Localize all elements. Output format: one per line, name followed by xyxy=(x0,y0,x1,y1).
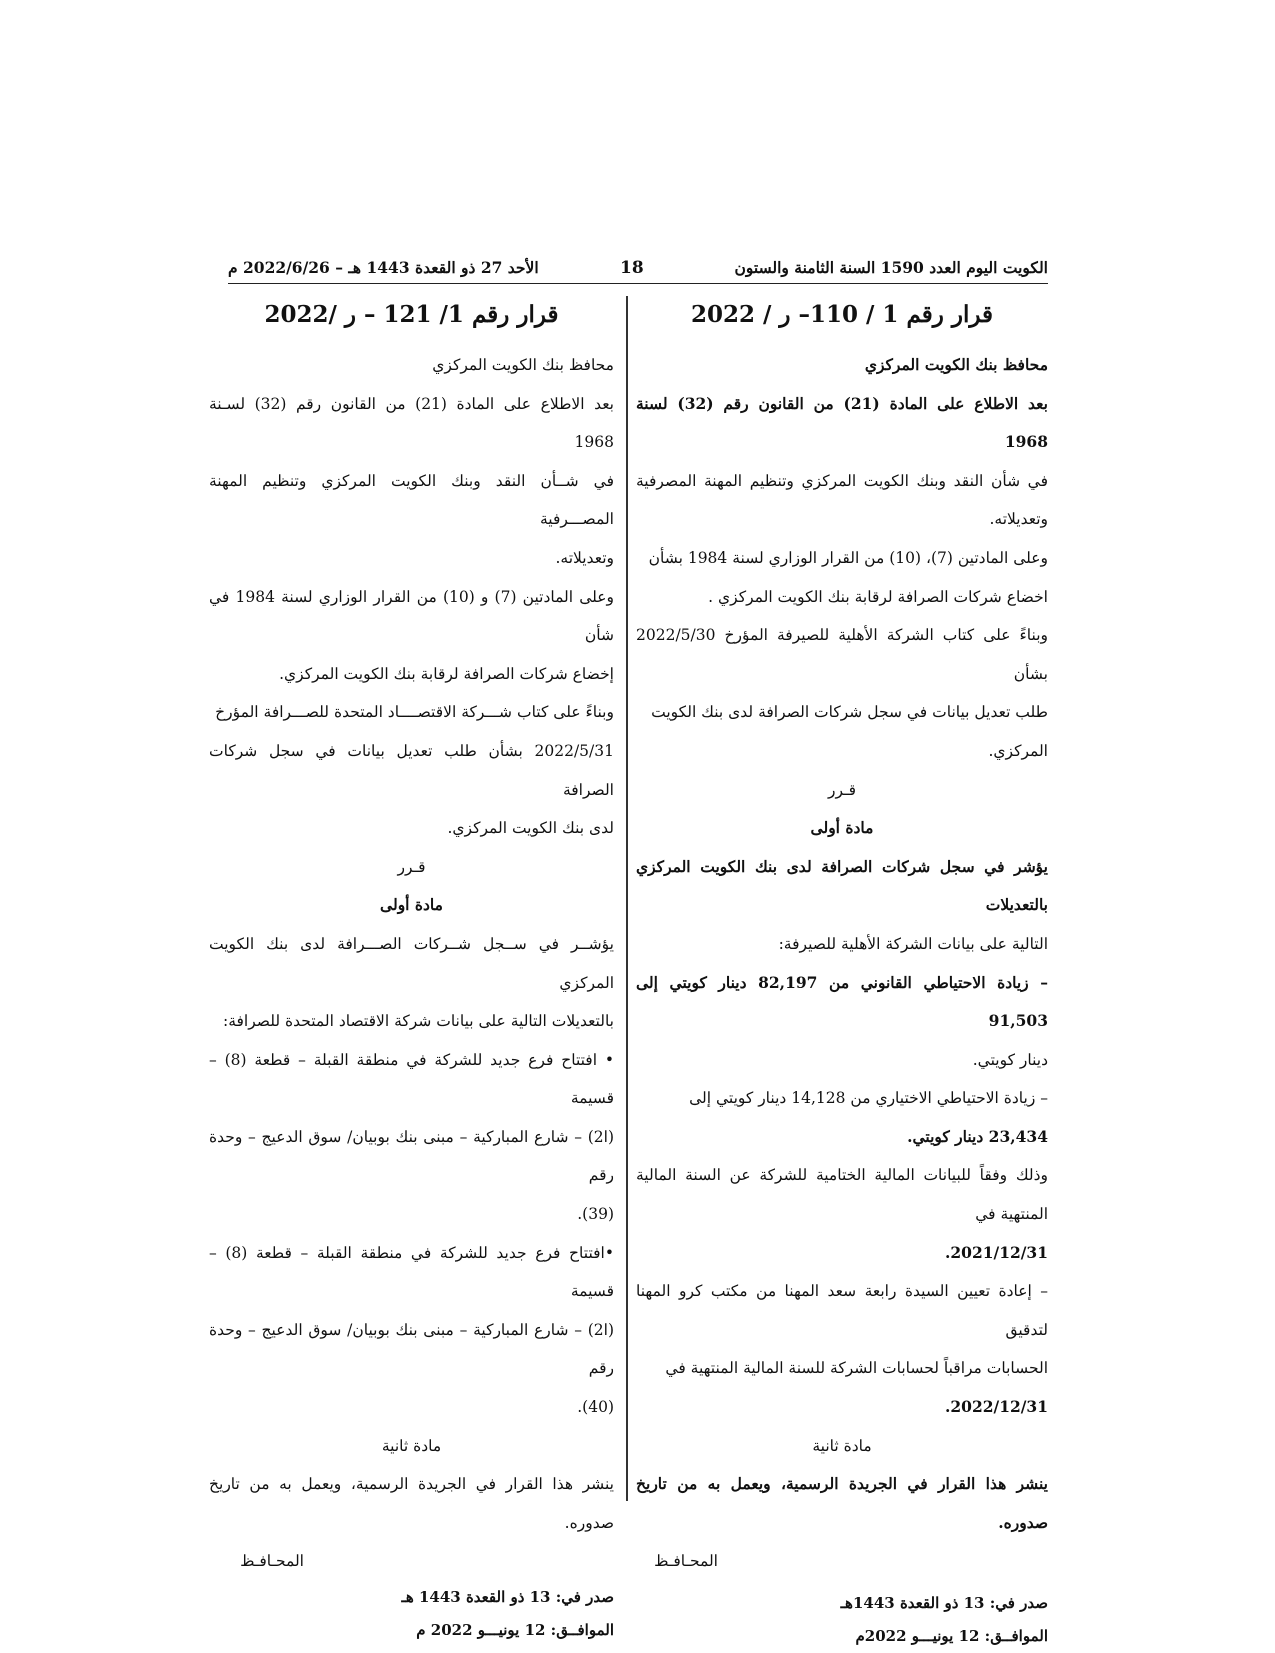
issued-hijri: صدر في: 13 ذو القعدة 1443 هـ xyxy=(401,1588,614,1606)
header-issue: الكويت اليوم العدد 1590 السنة الثامنة والستون xyxy=(734,258,1048,277)
decision-121 xyxy=(209,298,614,1647)
preamble-line: إخضاع شركات الصرافة لرقابة بنك الكويت المركزي. xyxy=(279,664,614,683)
list-item-line: الحسابات مراقباً لحسابات الشركة للسنة المالية المنتهية في xyxy=(665,1359,1048,1378)
issuer: محافظ بنك الكويت المركزي xyxy=(864,355,1048,374)
list-item-line: وذلك وفقاً للبيانات المالية الختامية للشركة عن السنة المالية المنتهية في xyxy=(636,1166,1048,1224)
article-label: مادة ثانية xyxy=(381,1436,442,1455)
article-label: مادة أولى xyxy=(810,818,874,838)
preamble-line: طلب تعديل بيانات في سجل شركات الصرافة لدى بنك الكويت xyxy=(651,703,1048,722)
preamble-line: في شــأن النقد وبنك الكويت المركزي وتنظيم المهنة المصـــرفية xyxy=(209,471,614,529)
decision-label: قـرر xyxy=(828,780,856,799)
preamble-line: المركزي. xyxy=(988,741,1048,760)
preamble-line: اخضاع شركات الصرافة لرقابة بنك الكويت المركزي . xyxy=(708,587,1048,606)
article-line: ينشر هذا القرار في الجريدة الرسمية، ويعمل به من تاريخ صدوره. xyxy=(209,1475,614,1532)
article-line: التالية على بيانات الشركة الأهلية للصيرفة: xyxy=(778,934,1048,953)
list-item-line: دينار كويتي. xyxy=(972,1050,1048,1069)
preamble-line: في شأن النقد وبنك الكويت المركزي وتنظيم المهنة المصرفية وتعديلاته. xyxy=(636,471,1048,529)
article-line: بالتعديلات التالية على بيانات شركة الاقتصاد المتحدة للصرافة: xyxy=(222,1012,614,1031)
list-item-line: – زيادة الاحتياطي القانوني من 82,197 دينار كويتي إلى 91,503 xyxy=(636,972,1048,1031)
preamble-line: بعد الاطلاع على المادة (21) من القانون رقم (32) لسنة 1968 xyxy=(636,393,1048,452)
preamble-line: بعد الاطلاع على المادة (21) من القانون رقم (32) لسـنة 1968 xyxy=(209,394,614,452)
list-item-line: •افتتاح فرع جديد للشركة في منطقة القبلة – قطعة (8) – قسيمة xyxy=(209,1243,614,1301)
page-header xyxy=(228,258,1048,284)
article-label: مادة ثانية xyxy=(812,1436,872,1455)
list-item-line: 23,434 دينار كويتي. xyxy=(907,1126,1048,1146)
preamble-line: وبناءً على كتاب الشركة الأهلية للصيرفة المؤرخ 2022/5/30 بشأن xyxy=(636,626,1048,683)
issued-hijri: صدر في: 13 ذو القعدة 1443هـ xyxy=(840,1594,1048,1612)
article-label: مادة أولى xyxy=(380,895,443,915)
preamble-line: وتعديلاته. xyxy=(555,548,614,567)
article-line: يؤشر في سجل شركات الصرافة لدى بنك الكويت المركزي بالتعديلات xyxy=(636,856,1048,915)
list-item-line: (ا2) – شارع المباركية – مبنى بنك بوبيان/ سوق الدعيج – وحدة رقم xyxy=(209,1127,614,1185)
preamble-line: وعلى المادتين (7)، (10) من القرار الوزاري لسنة 1984 بشأن xyxy=(648,548,1048,567)
column-divider xyxy=(626,296,628,1501)
issued-gregorian: الموافــق: 12 يونيـــو 2022 م xyxy=(416,1621,614,1639)
article-line: يؤشــر في ســجل شــركات الصـــرافة لدى بنك الكويت المركزي xyxy=(209,934,614,992)
preamble-line: وبناءً على كتاب شـــركة الاقتصــــاد المتحدة للصـــرافة المؤرخ xyxy=(215,703,614,722)
signature: المحـافـظ xyxy=(654,1552,718,1571)
decision-title: قرار رقم 1/ 121 – ر /2022 xyxy=(264,301,559,328)
preamble-line: 2022/5/31 بشأن طلب تعديل بيانات في سجل شركات الصرافة xyxy=(209,741,614,799)
preamble-line: وعلى المادتين (7) و (10) من القرار الوزاري لسنة 1984 في شأن xyxy=(209,587,615,645)
decision-title: قرار رقم 1 / 110– ر / 2022 xyxy=(690,301,994,328)
preamble-line: لدى بنك الكويت المركزي. xyxy=(447,819,614,838)
decision-110 xyxy=(636,298,1048,1653)
list-item-line: – إعادة تعيين السيدة رابعة سعد المهنا من مكتب كرو المهنا لتدقيق xyxy=(636,1282,1048,1339)
header-date: الأحد 27 ذو القعدة 1443 هـ – 2022/6/26 م xyxy=(228,258,539,277)
issued-gregorian: الموافــق: 12 يونيـــو 2022م xyxy=(855,1627,1048,1645)
signature: المحـافـظ xyxy=(240,1552,304,1571)
list-item-line: 2021/12/31. xyxy=(944,1242,1048,1262)
list-item-line: 2022/12/31. xyxy=(944,1397,1048,1417)
article-line: ينشر هذا القرار في الجريدة الرسمية، ويعمل به من تاريخ صدوره. xyxy=(636,1474,1048,1532)
list-item-line: • افتتاح فرع جديد للشركة في منطقة القبلة – قطعة (8) – قسيمة xyxy=(209,1050,614,1108)
issuer: محافظ بنك الكويت المركزي xyxy=(432,356,614,374)
decision-label: قـرر xyxy=(397,857,426,876)
list-item-line: (ا2) – شارع المباركية – مبنى بنك بوبيان/ سوق الدعيج – وحدة رقم xyxy=(209,1320,614,1378)
header-page-number: 18 xyxy=(620,258,644,278)
list-item-line: (40). xyxy=(577,1398,614,1417)
list-item-line: – زيادة الاحتياطي الاختياري من 14,128 دينار كويتي إلى xyxy=(689,1089,1048,1108)
list-item-line: (39). xyxy=(577,1205,614,1224)
